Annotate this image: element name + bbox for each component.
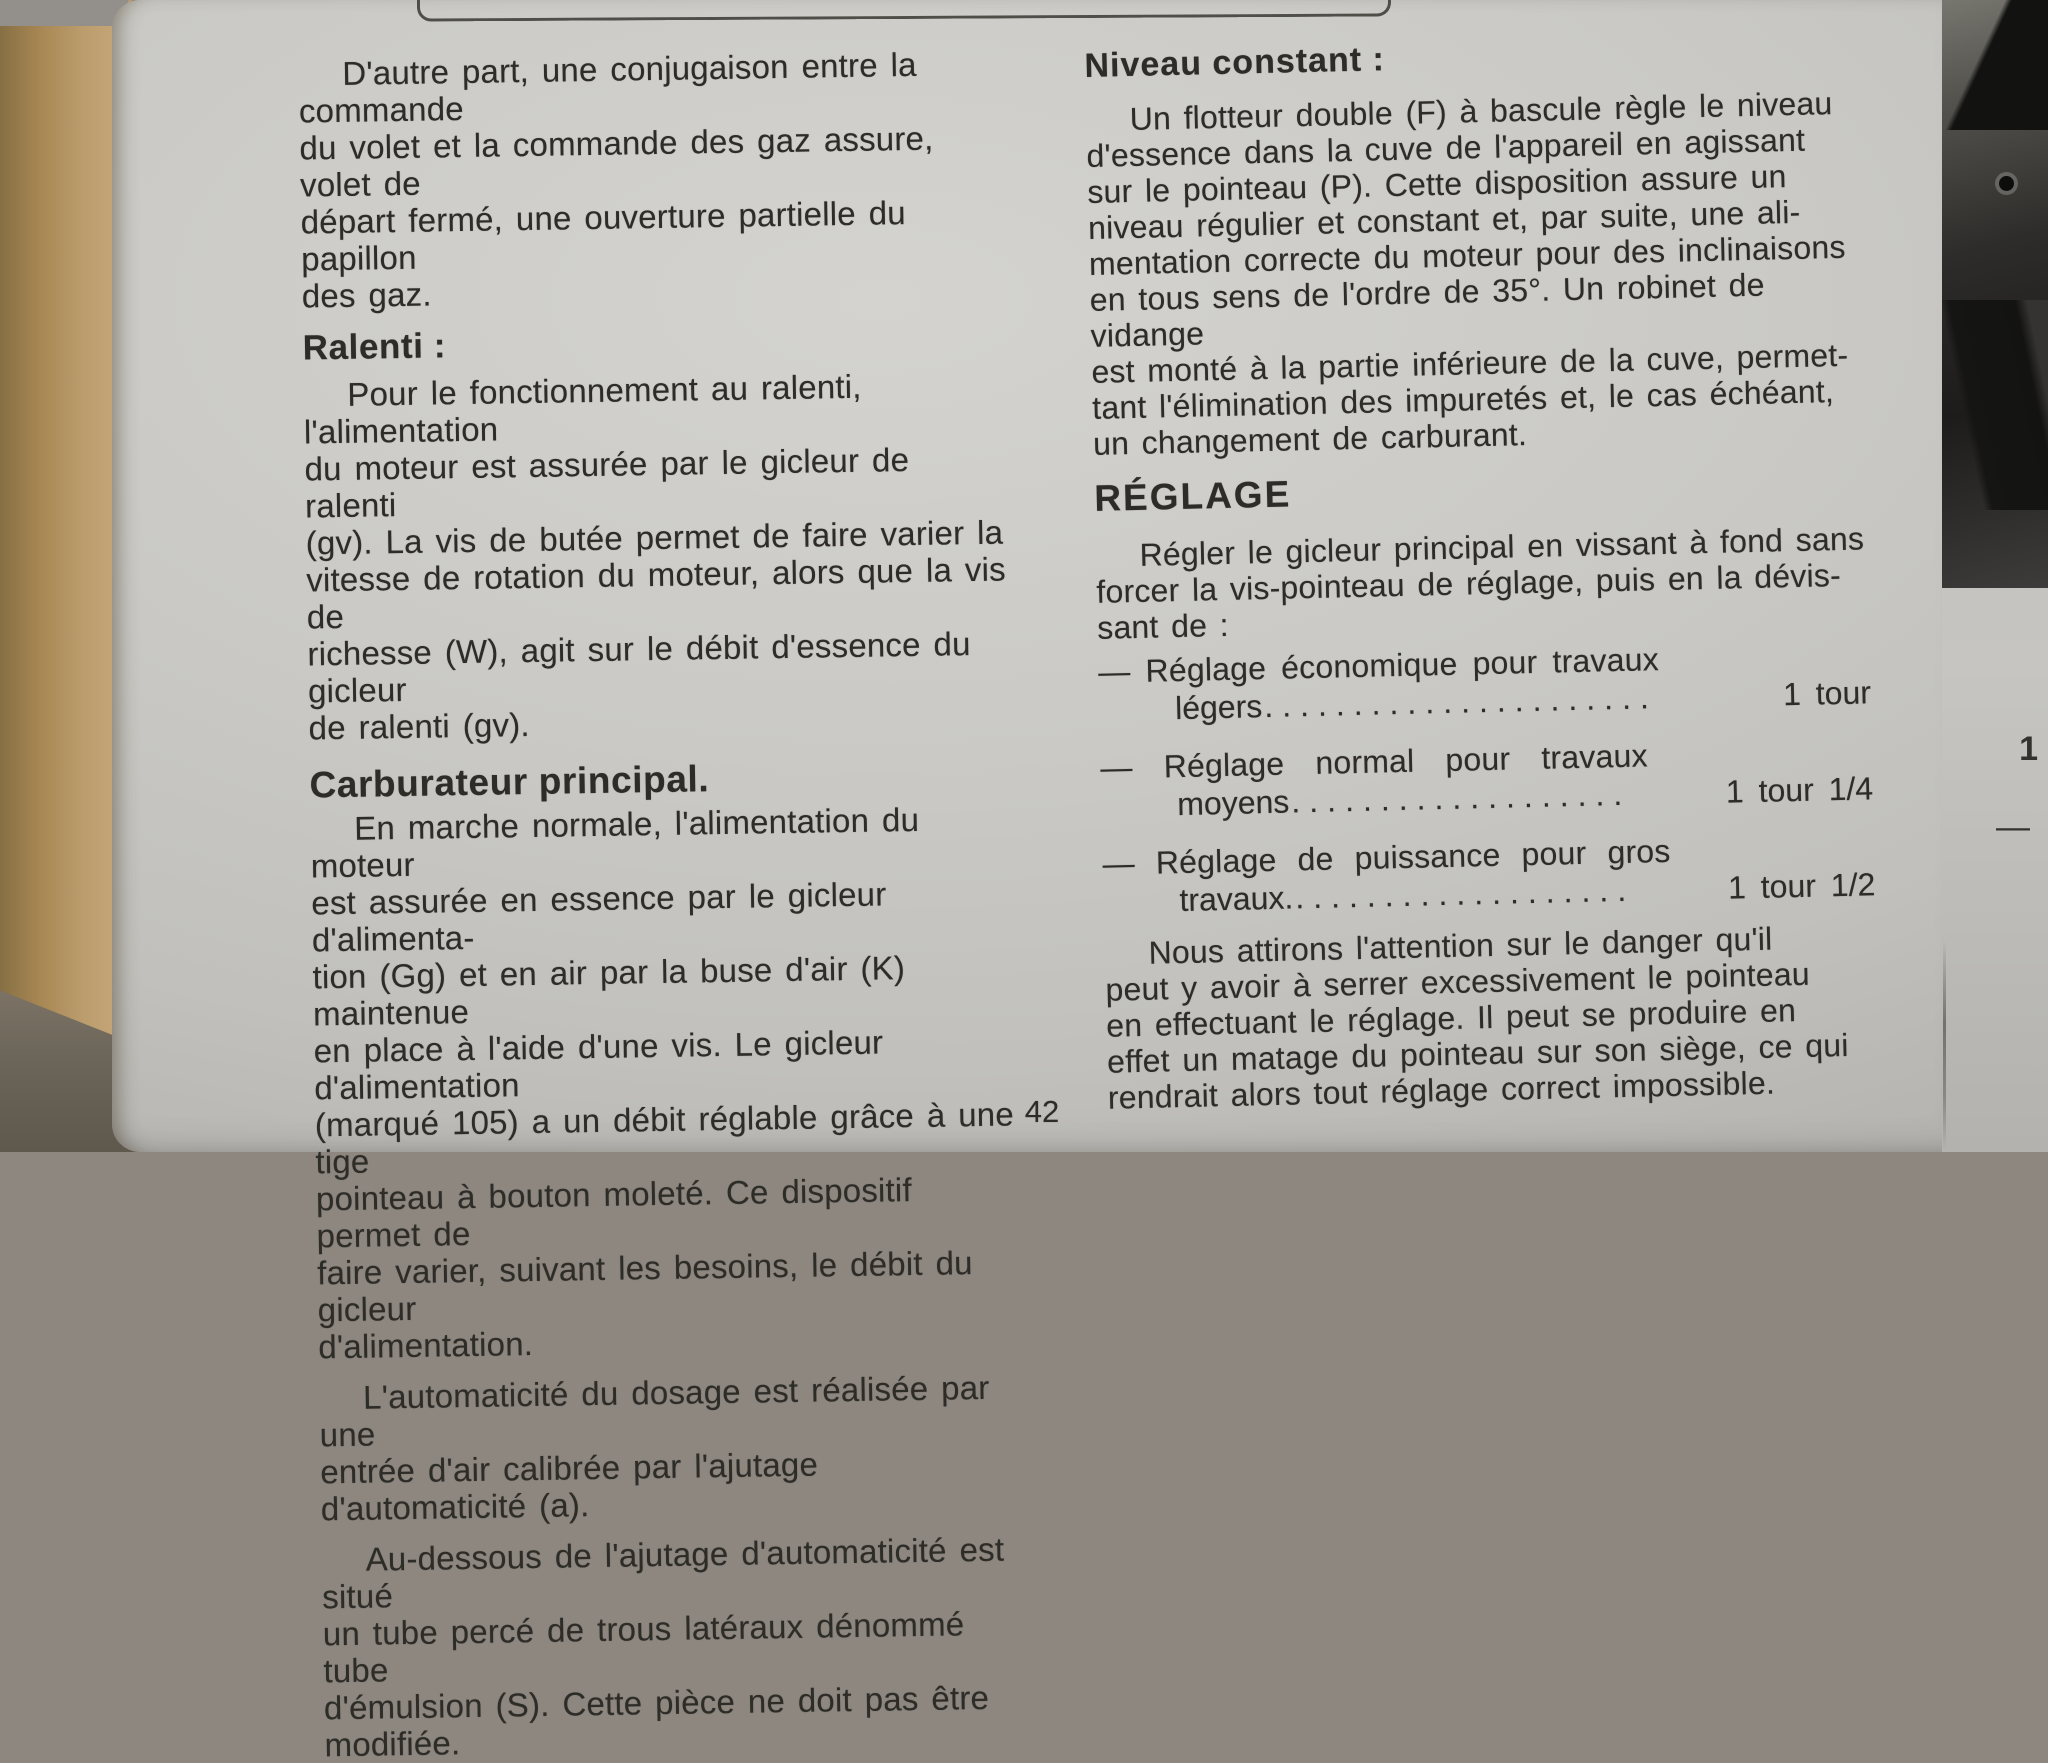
dot-leader: ................... xyxy=(1290,775,1632,820)
paragraph-marche-normale: En marche normale, l'alimentation du moteur est assurée en essence par le gicleur d'alimenta- tion (Gg) et en air par la buse d'air (K) maintenue en place à l'aide d'une vis. Le gicleur d'alimentation (marqué 105) a un débit réglable grâce à une tige pointeau à bouton moleté. Ce dispositif permet de faire varier, suivant les besoins, le débit du gicleur d'alimentation. xyxy=(310,800,1015,1366)
adjustment-row-normal xyxy=(1100,732,1874,825)
paragraph-regler-gicleur: Régler le gicleur principal en vissant à fond sans forcer la vis-pointeau de réglage, puis en la dévis- sant de : xyxy=(1096,520,1865,646)
adjustment-label-2: travaux. xyxy=(1179,879,1294,919)
section-heading-carburateur-principal: Carburateur principal. xyxy=(309,758,710,806)
photo-dark-shape xyxy=(1942,300,2048,510)
adjustment-row-puissance xyxy=(1102,828,1876,921)
section-heading-ralenti: Ralenti : xyxy=(302,326,447,368)
section-heading-reglage: RÉGLAGE xyxy=(1093,473,1292,519)
document-page xyxy=(112,0,1944,1763)
photo-dark-shape xyxy=(1942,0,2048,130)
paragraph-ralenti: Pour le fonctionnement au ralenti, l'alimentation du moteur est assurée par le gicleur de ralenti (gv). La vis de butée permet de faire varier la vitesse de rotation du moteur, alors que la vis de richesse (W), agit sur le débit d'essence du gicleur de ralenti (gv). xyxy=(303,367,1007,747)
edge-fragment-digit: 1 xyxy=(2019,730,2038,768)
edge-fragment-dash: — xyxy=(1996,808,2030,846)
paragraph-flotteur: Un flotteur double (F) à bascule règle le niveau d'essence dans la cuve de l'appareil en agissant sur le pointeau (P). Cette disposition assure un niveau régulier et constant et, par suite, une ali- mentation correcte du moteur pour des inclinaisons en tous sens de l'ordre de 35°. Un robinet de vidange est monté à la partie inférieure de la cuve, permet- tant l'élimination des impuretés et, le cas échéant, un changement de carburant. xyxy=(1086,85,1849,462)
adjustment-value: 1 tour 1/2 xyxy=(1727,866,1876,906)
adjustment-label: — Réglage normal pour travaux xyxy=(1100,737,1649,786)
adjustment-row-economique xyxy=(1098,636,1872,729)
paragraph-tube-emulsion: Au-dessous de l'ajutage d'automaticité est situé un tube percé de trous latéraux dénommé tube d'émulsion (S). Cette pièce ne doit pas être modifiée. xyxy=(321,1530,1005,1763)
adjustment-label-2: moyens xyxy=(1176,783,1290,823)
adjustment-label: — Réglage économique pour travaux xyxy=(1097,641,1660,690)
figure-border-remnant xyxy=(417,0,1391,22)
right-page-edge xyxy=(1942,0,2048,1152)
adjustment-label: — Réglage de puissance pour gros xyxy=(1102,832,1671,882)
carpet-top-left xyxy=(0,0,128,26)
paragraph-automaticite: L'automaticité du dosage est réalisée par une entrée d'air calibrée par l'ajutage d'automaticité (a). xyxy=(319,1368,990,1528)
dot-leader: ...................... xyxy=(1263,679,1659,725)
adjacent-photo-edge xyxy=(1942,0,2048,588)
adjustment-value: 1 tour xyxy=(1782,674,1872,713)
adjustment-value: 1 tour 1/4 xyxy=(1725,770,1874,810)
adjustment-label-2: légers xyxy=(1174,688,1263,727)
adjustment-list xyxy=(1098,636,1876,921)
dot-leader: ................... xyxy=(1294,871,1636,916)
right-column xyxy=(1084,26,1880,1115)
photo-highlight-dot xyxy=(1999,176,2014,191)
section-heading-niveau-constant: Niveau constant : xyxy=(1084,40,1386,85)
page-number: 42 xyxy=(1024,1094,1060,1129)
page-crease xyxy=(1943,940,1946,1150)
left-column xyxy=(298,44,1033,1763)
paragraph-avertissement: Nous attirons l'attention sur le danger qu'il peut y avoir à serrer excessivement le pointeau en effectuant le réglage. Il peut se produire en effet un matage du pointeau sur son siège, ce qui rendrait alors tout réglage correct impossible. xyxy=(1105,920,1849,1116)
paragraph-conjugaison: D'autre part, une conjugaison entre la commande du volet et la commande des gaz assure, volet de départ fermé, une ouverture partielle du papillon des gaz. xyxy=(298,45,934,315)
